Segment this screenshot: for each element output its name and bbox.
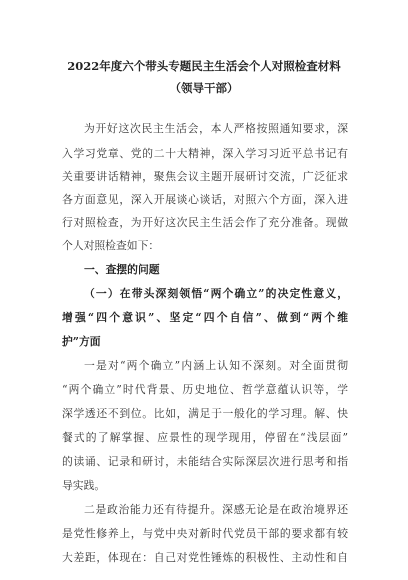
intro-line: 个人对照检查如下： [62, 239, 160, 252]
body-line: 大差距，体现在：自己对党性锤炼的积极性、主动性和自 [62, 551, 348, 564]
body-line: 的读诵、记录和研讨，未能结合实际深层次进行思考和指 [62, 455, 348, 468]
body-line: 餐式的了解掌握、应景性的现学现用，停留在“浅层面” [62, 431, 348, 444]
intro-line: 入学习党章、党的二十大精神，深入学习习近平总书记有 [62, 147, 348, 160]
document-title: 2022年度六个带头专题民主生活会个人对照检查材料 [67, 59, 341, 73]
body-line: 二是政治能力还有待提升。深感无论是在政治境界还 [84, 503, 348, 516]
intro-line: 关重要讲话精神，聚焦会议主题开展研讨交流，广泛征求 [62, 170, 348, 183]
subsection-heading-line: （一）在带头深刻领悟“两个确立”的决定性意义， [84, 287, 348, 300]
body-line: 一是对“两个确立”内涵上认知不深刻。对全面贯彻 [84, 359, 348, 372]
section-heading: 一、查摆的问题 [84, 263, 160, 276]
body-line: 导实践。 [62, 479, 106, 492]
body-line: “两个确立”时代背景、历史地位、哲学意蕴认识等，学 [62, 383, 348, 396]
intro-line: 为开好这次民主生活会，本人严格按照通知要求，深 [84, 122, 348, 135]
subsection-heading-line: 护”方面 [62, 335, 101, 348]
body-line: 深学透还不到位。比如，满足于一般化的学习理。解、快 [62, 407, 348, 420]
document-subtitle: （领导干部） [169, 81, 239, 95]
subsection-heading-line: 增强“四个意识”、坚定“四个自信”、做到“两个维 [62, 311, 348, 324]
body-line: 是党性修养上，与党中央对新时代党员干部的要求都有较 [62, 527, 348, 540]
intro-line: 各方面意见，深入开展谈心谈话，对照六个方面，深入进 [62, 193, 348, 206]
intro-line: 行对照检查，为开好这次民主生活会作了充分准备。现做 [62, 216, 348, 229]
